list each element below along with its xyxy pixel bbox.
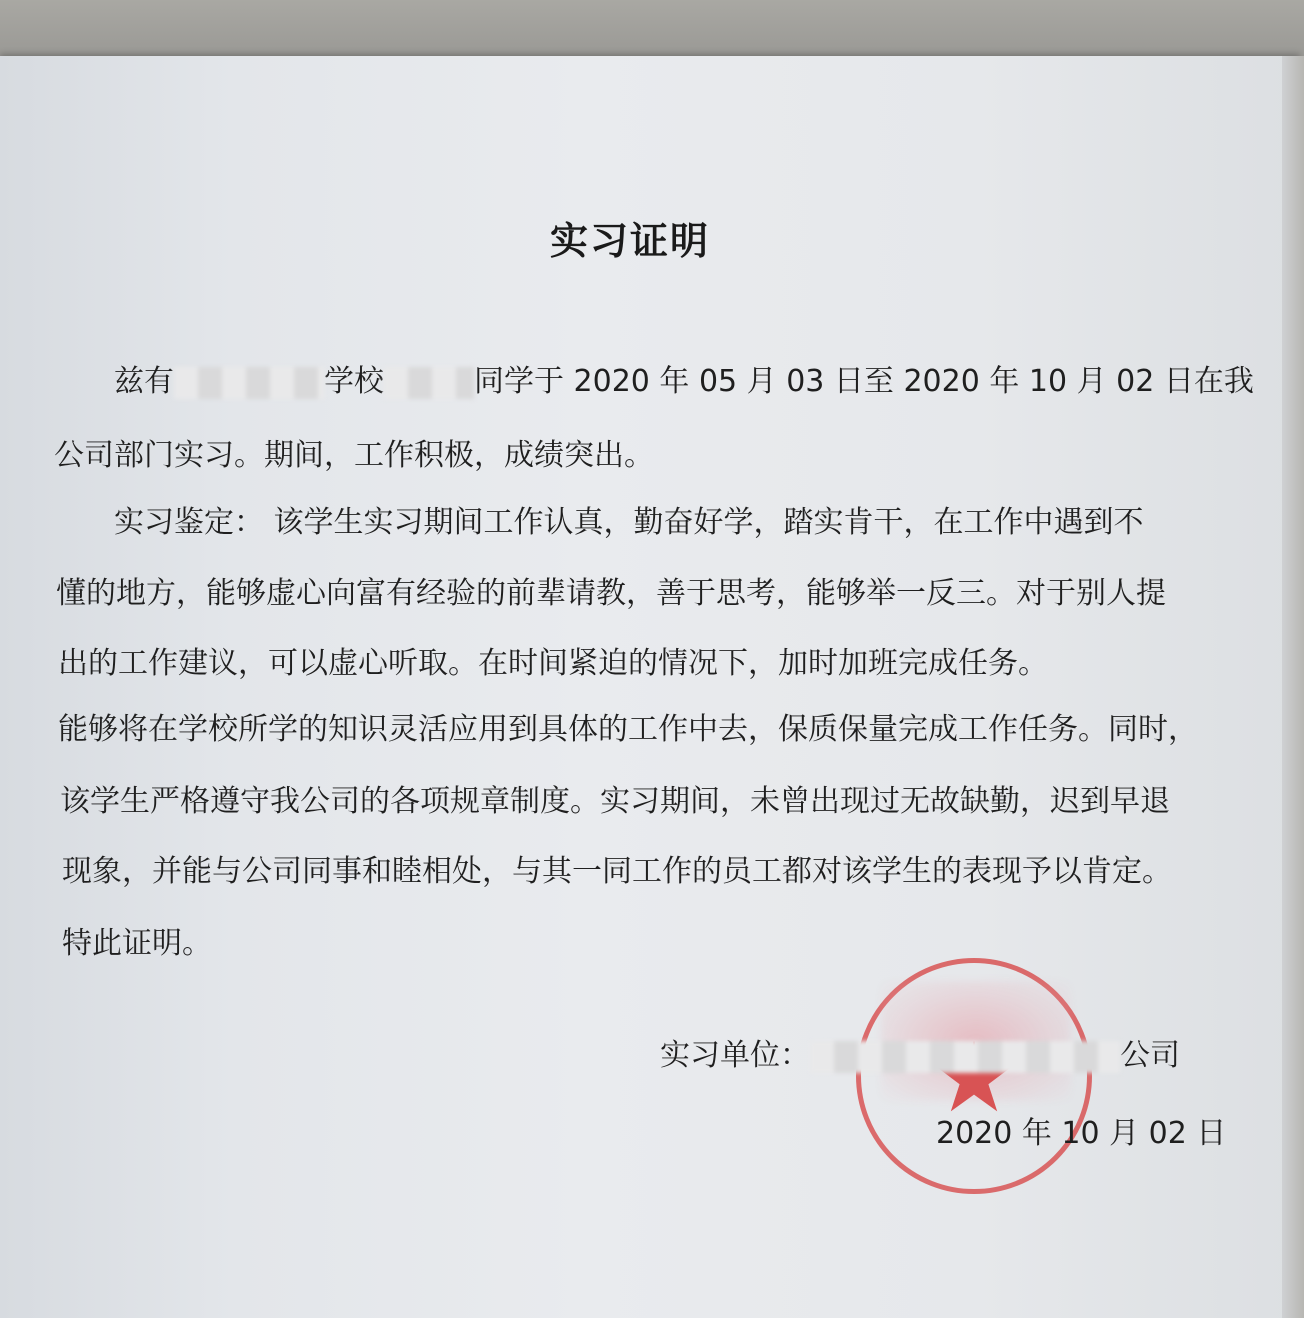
closing-text: 特此证明。 xyxy=(62,926,212,961)
evaluation-line-3: 出的工作建议，可以虚心听取。在时间紧迫的情况下，加时加班完成任务。 xyxy=(58,646,1048,681)
unit-tail: 公司 xyxy=(1120,1038,1180,1073)
redacted-company-name xyxy=(810,1041,1120,1073)
internship-unit-line xyxy=(660,1030,1180,1074)
company-seal xyxy=(856,958,1092,1194)
signature-date: 2020 年 10 月 02 日 xyxy=(936,1116,1227,1151)
evaluation-line-5: 该学生严格遵守我公司的各项规章制度。实习期间，未曾出现过无故缺勤，迟到早退 xyxy=(60,784,1170,819)
document-title: 实习证明 xyxy=(549,219,710,263)
unit-label: 实习单位： xyxy=(660,1038,810,1073)
paper-edge xyxy=(1282,56,1304,1318)
intro-school-tail: 学校 xyxy=(324,364,384,399)
evaluation-line-4: 能够将在学校所学的知识灵活应用到具体的工作中去，保质保量完成工作任务。同时， xyxy=(58,712,1198,747)
paragraph-intro-line-1 xyxy=(114,356,1254,400)
paragraph-intro-line-2: 公司部门实习。期间，工作积极，成绩突出。 xyxy=(54,438,654,473)
evaluation-line-1: 实习鉴定： 该学生实习期间工作认真，勤奋好学，踏实肯干，在工作中遇到不 xyxy=(114,505,1144,540)
intro-prefix: 兹有 xyxy=(114,364,174,399)
evaluation-line-6: 现象，并能与公司同事和睦相处，与其一同工作的员工都对该学生的表现予以肯定。 xyxy=(62,854,1172,889)
redacted-student-name xyxy=(384,367,474,399)
redacted-school-name xyxy=(174,367,324,399)
evaluation-line-2: 懂的地方，能够虚心向富有经验的前辈请教，善于思考，能够举一反三。对于别人提 xyxy=(56,576,1166,611)
intro-rest: 同学于 2020 年 05 月 03 日至 2020 年 10 月 02 日在我 xyxy=(474,364,1254,399)
